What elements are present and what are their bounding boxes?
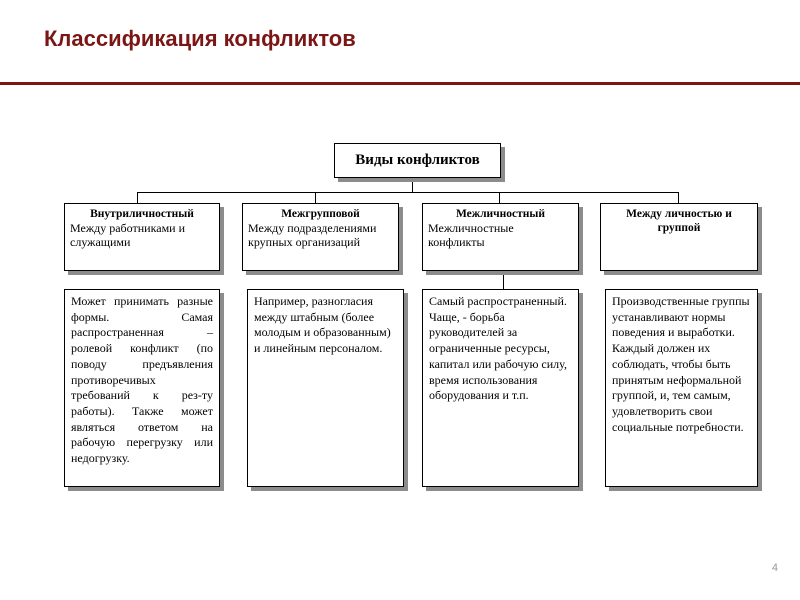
connector-stub-3	[503, 275, 504, 289]
description-intrapersonal: Может принимать разные формы. Самая распространенная – ролевой конфликт (по поводу предъявления противоречивых требований к рез-ту работы). Также может являться ответом на рабочую перегрузку или недогрузку.	[64, 289, 220, 487]
type-subtitle: Между работниками и служащими	[70, 221, 186, 249]
type-subtitle: Между подразделениями крупных организаций	[248, 221, 377, 249]
type-heading: Межгрупповой	[281, 208, 360, 220]
type-node-intrapersonal	[64, 203, 220, 271]
connector-horizontal-bar	[137, 192, 679, 193]
type-subtitle: Межличностные конфликты	[428, 221, 514, 249]
type-node-intergroup	[242, 203, 399, 271]
page-number: 4	[771, 562, 778, 574]
type-node-interpersonal	[422, 203, 579, 271]
connector-drop-1	[137, 192, 138, 203]
slide-title: Классификация конфликтов	[44, 26, 356, 51]
connector-drop-4	[678, 192, 679, 203]
connector-root-stem	[412, 178, 413, 192]
connector-drop-3	[499, 192, 500, 203]
type-heading: Внутриличностный	[90, 208, 194, 220]
type-heading: Между личностью и группой	[626, 208, 732, 234]
type-heading: Межличностный	[455, 208, 546, 220]
root-node: Виды конфликтов	[334, 143, 501, 178]
description-interpersonal: Самый распространенный. Чаще, - борьба руководителей за ограниченные ресурсы, капитал или рабочую силу, время использования оборудования и т.п.	[422, 289, 579, 487]
description-intergroup: Например, разногласия между штабным (более молодым и образованным) и линейным персоналом.	[247, 289, 404, 487]
description-individual-group: Производственные группы устанавливают нормы поведения и выработки. Каждый должен их соблюдать, чтобы быть принятым неформальной группой, и, тем самым, удовлетворить свои социальные потребности.	[605, 289, 758, 487]
connector-drop-2	[315, 192, 316, 203]
title-divider	[0, 82, 800, 85]
type-node-individual-group	[600, 203, 758, 271]
